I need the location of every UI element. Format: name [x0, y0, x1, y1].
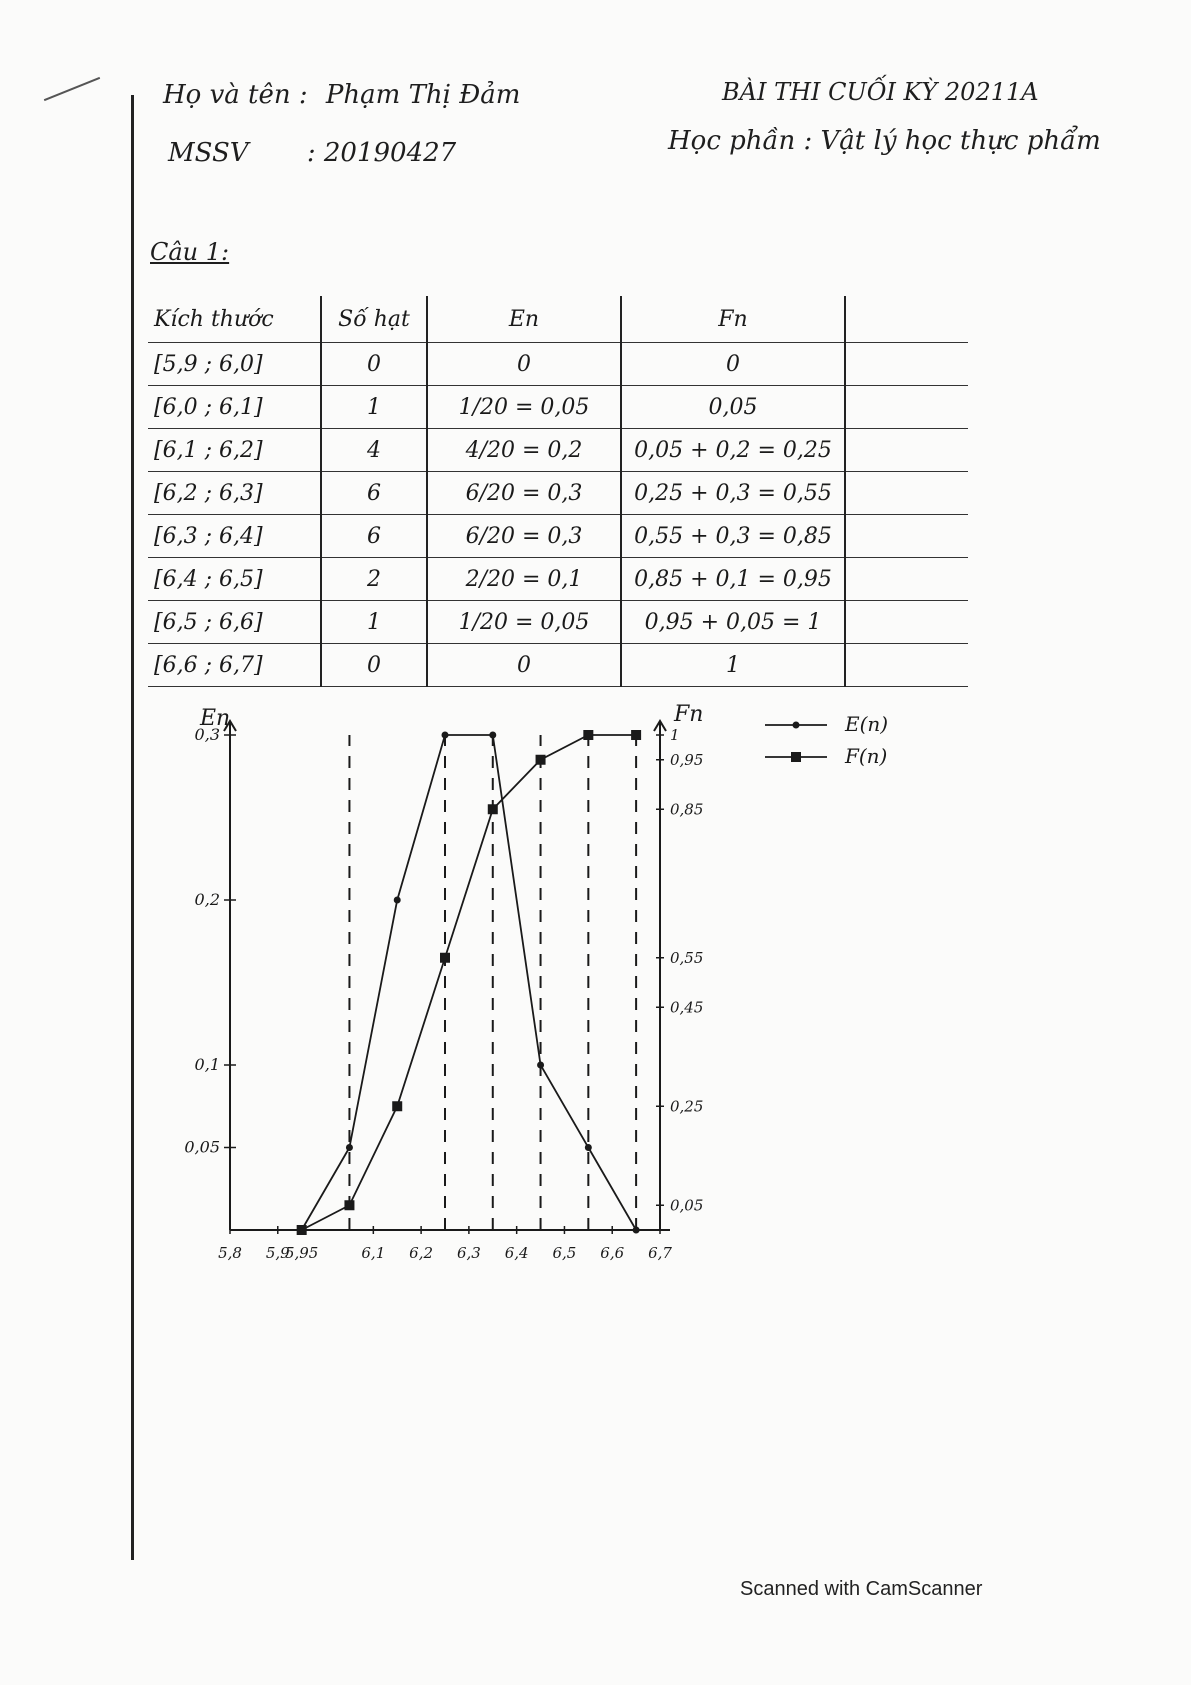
table-row — [148, 644, 968, 687]
cell-size: [6,3 ; 6,4] — [148, 515, 321, 558]
cell-empty — [845, 386, 968, 429]
x-tick-label: 5,9 — [265, 1244, 290, 1262]
en-point — [585, 1144, 592, 1151]
cell-count: 0 — [321, 644, 427, 687]
table-row — [148, 343, 968, 386]
fn-point — [631, 730, 641, 740]
id-label: MSSV — [168, 138, 249, 168]
x-tick-label: 6,1 — [361, 1244, 386, 1262]
x-tick-label: 6,4 — [504, 1244, 529, 1262]
exam-title: BÀI THI CUỐI KỲ 20211A — [722, 78, 1039, 106]
cell-en: 1/20 = 0,05 — [427, 386, 621, 429]
y-left-label: En — [200, 706, 231, 731]
id-line — [168, 138, 456, 168]
cell-empty — [845, 601, 968, 644]
y-right-tick-label: 1 — [670, 726, 680, 744]
en-point — [489, 732, 496, 739]
y-right-tick-label: 0,05 — [670, 1196, 704, 1215]
y-right-tick-label: 0,85 — [670, 800, 704, 819]
cell-fn: 0,05 + 0,2 = 0,25 — [621, 429, 845, 472]
cell-en: 6/20 = 0,3 — [427, 472, 621, 515]
cell-en: 0 — [427, 644, 621, 687]
header-size: Kích thước — [148, 296, 321, 343]
cell-fn: 0,25 + 0,3 = 0,55 — [621, 472, 845, 515]
table-body — [148, 343, 968, 687]
cell-fn: 0,05 — [621, 386, 845, 429]
legend-label: E(n) — [845, 712, 889, 736]
cell-empty — [845, 343, 968, 386]
cell-empty — [845, 558, 968, 601]
fn-point — [344, 1200, 354, 1210]
y-right-tick-label: 0,45 — [670, 998, 704, 1017]
cell-fn: 1 — [621, 644, 845, 687]
series-line-fn — [302, 735, 636, 1230]
y-right-label: Fn — [674, 702, 704, 727]
header-en: En — [427, 296, 621, 343]
cell-size: [5,9 ; 6,0] — [148, 343, 321, 386]
x-tick-label: 6,7 — [648, 1244, 672, 1262]
cell-en: 4/20 = 0,2 — [427, 429, 621, 472]
name-label: Họ và tên : — [163, 80, 308, 110]
cell-count: 1 — [321, 386, 427, 429]
table-row — [148, 472, 968, 515]
x-tick-label: 5,95 — [284, 1244, 319, 1262]
distribution-chart — [184, 702, 960, 1365]
cell-fn: 0 — [621, 343, 845, 386]
question-label: Câu 1: — [150, 238, 230, 266]
cell-empty — [845, 515, 968, 558]
x-tick-label: 6,5 — [552, 1244, 577, 1262]
cell-size: [6,0 ; 6,1] — [148, 386, 321, 429]
en-point — [394, 897, 401, 904]
cell-count: 6 — [321, 515, 427, 558]
table-row — [148, 386, 968, 429]
table-row — [148, 429, 968, 472]
header-empty — [845, 296, 968, 343]
cell-empty — [845, 472, 968, 515]
cell-fn: 0,85 + 0,1 = 0,95 — [621, 558, 845, 601]
cell-size: [6,4 ; 6,5] — [148, 558, 321, 601]
frequency-table — [148, 296, 968, 687]
en-point — [442, 732, 449, 739]
y-right-tick-label: 0,95 — [670, 750, 704, 769]
en-point — [633, 1227, 640, 1234]
legend-marker-dot — [793, 722, 800, 729]
cell-size: [6,6 ; 6,7] — [148, 644, 321, 687]
cell-size: [6,2 ; 6,3] — [148, 472, 321, 515]
cell-en: 1/20 = 0,05 — [427, 601, 621, 644]
cell-fn: 0,55 + 0,3 = 0,85 — [621, 515, 845, 558]
cell-count: 0 — [321, 343, 427, 386]
header-count: Số hạt — [321, 296, 427, 343]
cell-empty — [845, 644, 968, 687]
cell-en: 6/20 = 0,3 — [427, 515, 621, 558]
table-row — [148, 515, 968, 558]
margin-stroke — [44, 77, 100, 101]
legend-label: F(n) — [845, 744, 888, 768]
y-right-tick-label: 0,55 — [670, 948, 704, 967]
cell-count: 4 — [321, 429, 427, 472]
cell-fn: 0,95 + 0,05 = 1 — [621, 601, 845, 644]
legend-marker-square — [791, 752, 801, 762]
fn-point — [440, 953, 450, 963]
y-left-tick-label: 0,2 — [194, 890, 220, 909]
en-point — [537, 1062, 544, 1069]
x-tick-label: 6,6 — [600, 1244, 625, 1262]
cell-count: 1 — [321, 601, 427, 644]
x-tick-label: 6,3 — [456, 1244, 481, 1262]
x-tick-label: 5,8 — [218, 1244, 242, 1262]
header-fn: Fn — [621, 296, 845, 343]
cell-empty — [845, 429, 968, 472]
cell-size: [6,5 ; 6,6] — [148, 601, 321, 644]
fn-point — [297, 1225, 307, 1235]
y-left-tick-label: 0,3 — [194, 725, 220, 744]
margin-line — [131, 95, 134, 1560]
en-point — [346, 1144, 353, 1151]
name-value: Phạm Thị Đảm — [325, 80, 521, 110]
y-right-tick-label: 0,25 — [670, 1097, 704, 1116]
fn-point — [392, 1101, 402, 1111]
fn-point — [488, 804, 498, 814]
fn-point — [583, 730, 593, 740]
id-value: : 20190427 — [306, 138, 457, 168]
cell-count: 6 — [321, 472, 427, 515]
x-tick-label: 6,2 — [409, 1244, 434, 1262]
cell-en: 2/20 = 0,1 — [427, 558, 621, 601]
y-left-tick-label: 0,1 — [194, 1055, 220, 1074]
name-line — [163, 80, 520, 110]
series-line-en — [302, 735, 636, 1230]
table-header-row — [148, 296, 968, 343]
cell-size: [6,1 ; 6,2] — [148, 429, 321, 472]
table-row — [148, 558, 968, 601]
fn-point — [536, 755, 546, 765]
course-line: Học phần : Vật lý học thực phẩm — [668, 126, 1101, 156]
y-left-tick-label: 0,05 — [184, 1137, 220, 1157]
table-row — [148, 601, 968, 644]
scanner-watermark: Scanned with CamScanner — [740, 1578, 983, 1600]
cell-count: 2 — [321, 558, 427, 601]
cell-en: 0 — [427, 343, 621, 386]
